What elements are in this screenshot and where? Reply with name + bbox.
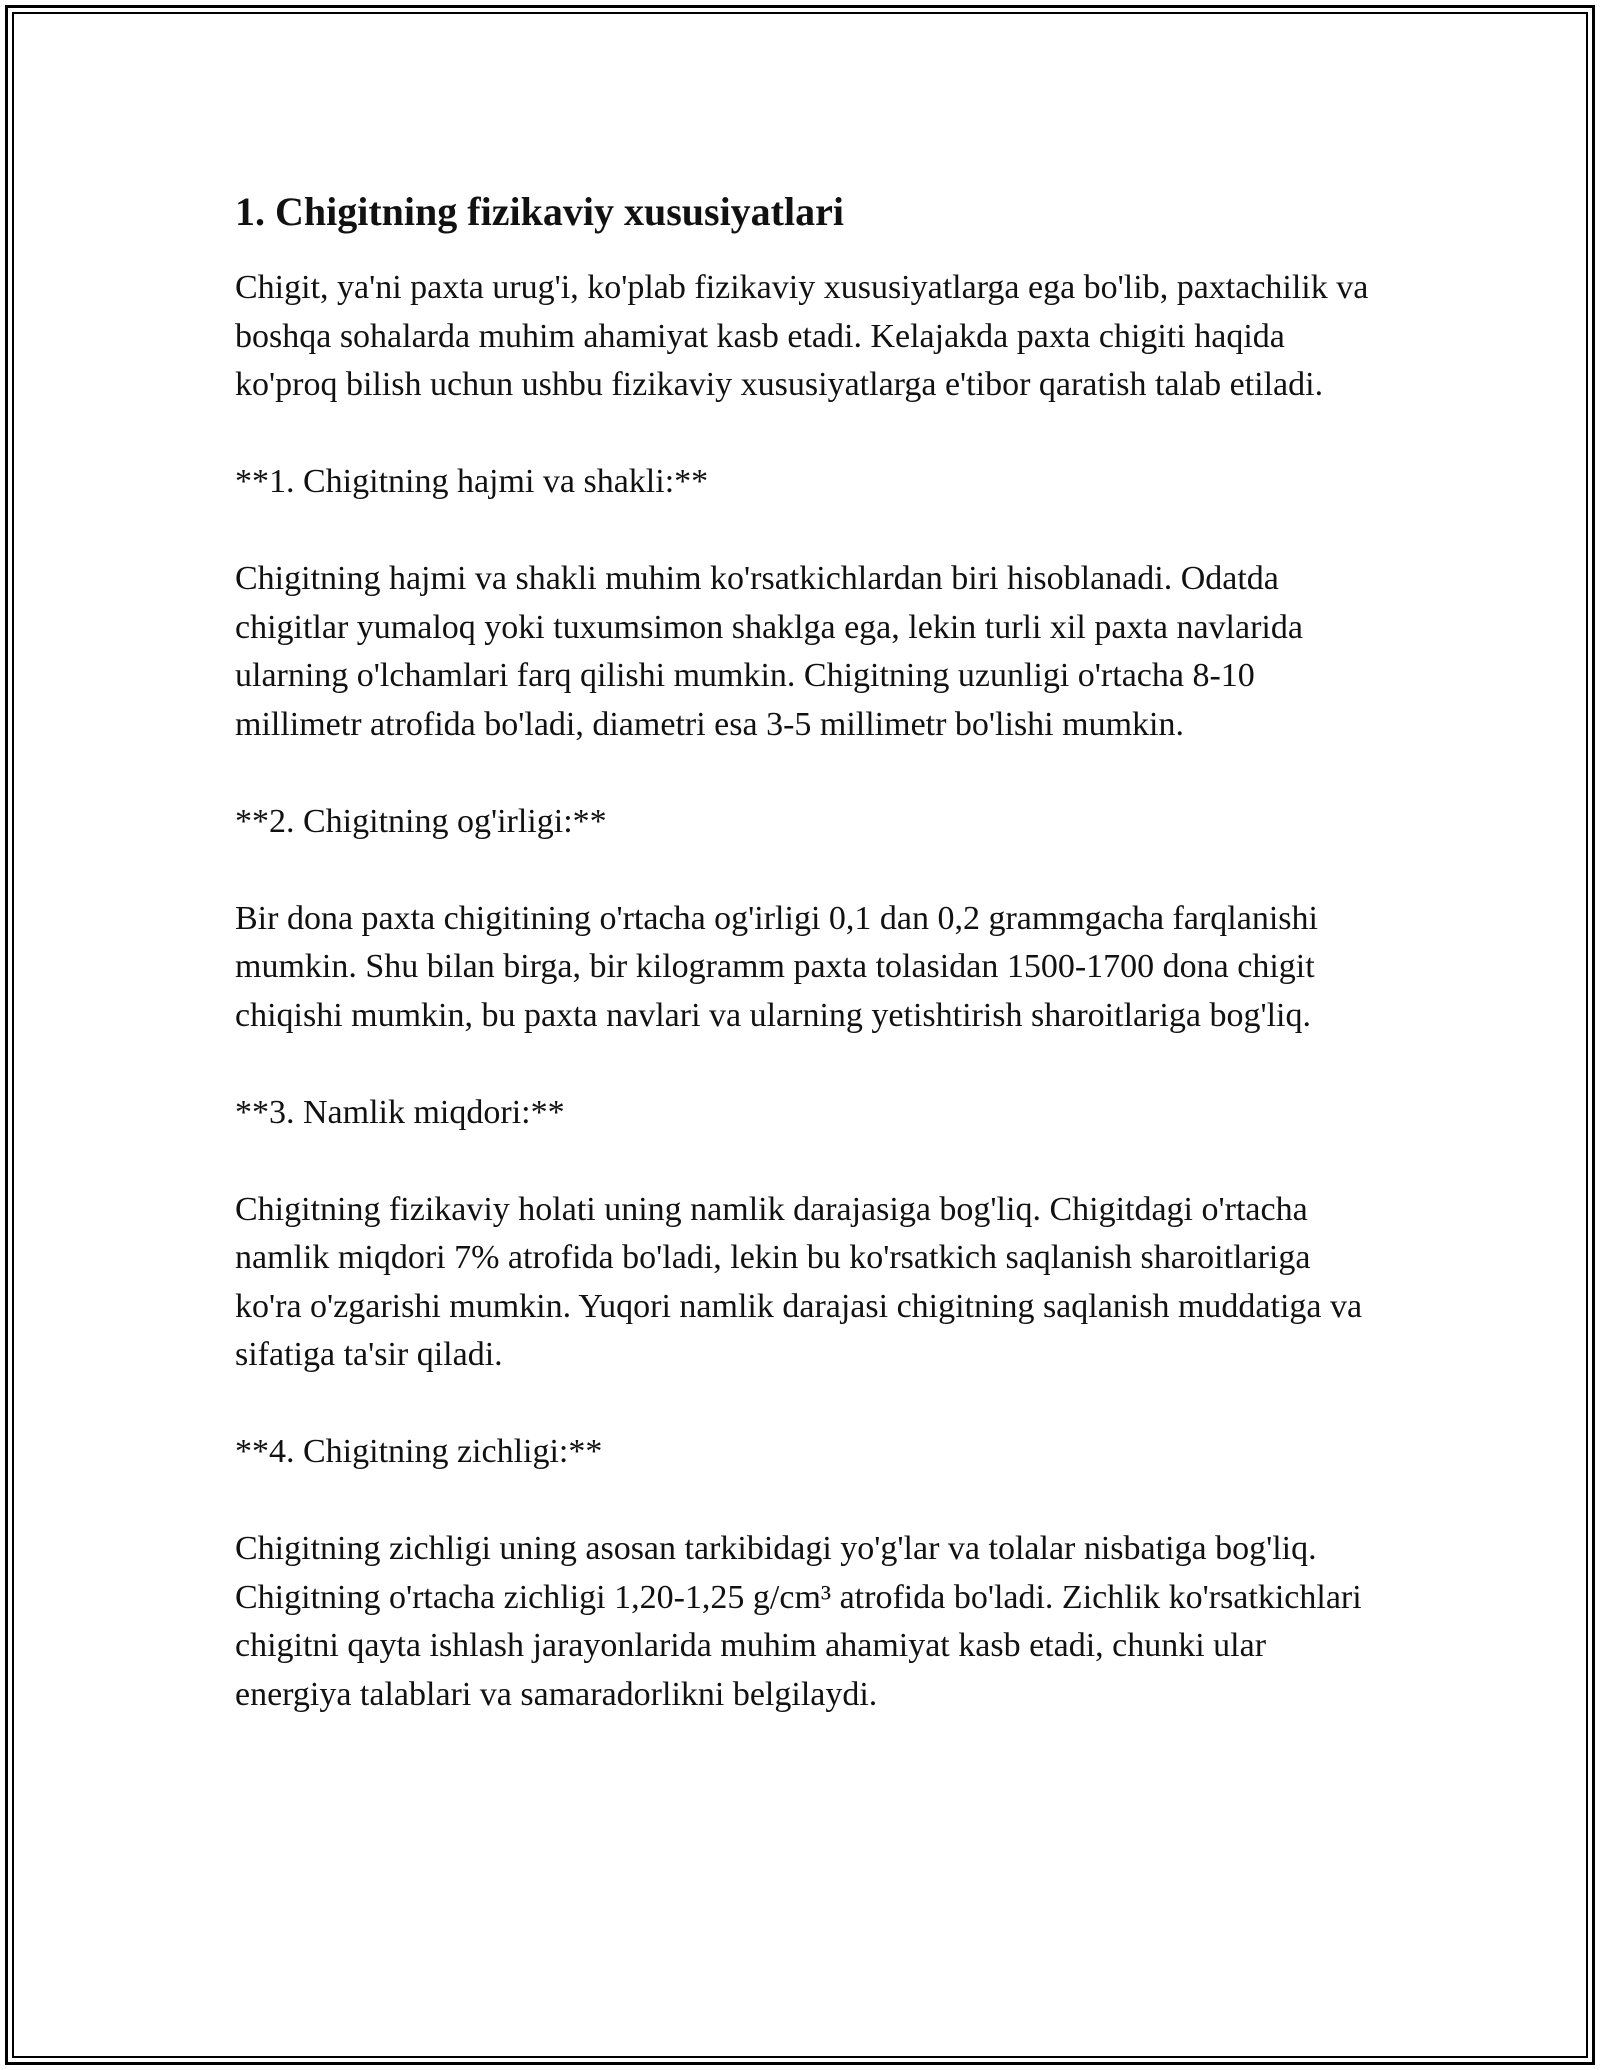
paragraph-density: Chigitning zichligi uning asosan tarkibidagi yo'g'lar va tolalar nisbatiga bog'liq. Chigitning o'rtacha zichligi 1,20-1,25 g/cm³ atrofida bo'ladi. Zichlik ko'rsatkichlari chigitni qayta ishlash jarayonlarida muhim ahamiyat kasb etadi, chunki ular energiya talablari va samaradorlikni belgilaydi. bbox=[235, 1530, 1362, 1713]
paragraph-moisture: Chigitning fizikaviy holati uning namlik darajasiga bog'liq. Chigitdagi o'rtacha namlik miqdori 7% atrofida bo'ladi, lekin bu ko'rsatkich saqlanish sharoitlariga ko'ra o'zgarishi mumkin. Yuqori namlik darajasi chigitning saqlanish muddatiga va sifatiga ta'sir qiladi. bbox=[235, 1190, 1363, 1373]
section-heading: 1. Chigitning fizikaviy xususiyatlari bbox=[235, 189, 844, 234]
subheading-weight: **2. Chigitning og'irligi:** bbox=[235, 802, 607, 840]
subheading-density: **4. Chigitning zichligi:** bbox=[235, 1433, 603, 1470]
subheading-moisture: **3. Namlik miqdori:** bbox=[235, 1093, 565, 1131]
paragraph-weight: Bir dona paxta chigitining o'rtacha og'irligi 0,1 dan 0,2 grammgacha farqlanishi mumkin. Shu bilan birga, bir kilogramm paxta tolasidan 1500-1700 dona chigit chiqishi mumkin, bu paxta navlari va ularning yetishtirish sharoitlariga bog'liq. bbox=[235, 899, 1318, 1034]
intro-paragraph: Chigit, ya'ni paxta urug'i, ko'plab fizikaviy xususiyatlarga ega bo'lib, paxtachilik va boshqa sohalarda muhim ahamiyat kasb etadi. Kelajakda paxta chigiti haqida ko'proq bilish uchun ushbu fizikaviy xususiyatlarga e'tibor qaratish talab etiladi. bbox=[235, 269, 1369, 403]
paragraph-size-shape: Chigitning hajmi va shakli muhim ko'rsatkichlardan biri hisoblanadi. Odatda chigitlar yumaloq yoki tuxumsimon shaklga ega, lekin turli xil paxta navlarida ularning o'lchamlari farq qilishi mumkin. Chigitning uzunligi o'rtacha 8-10 millimetr atrofida bo'ladi, diametri esa 3-5 millimetr bo'lishi mumkin. bbox=[235, 560, 1303, 743]
document-body bbox=[235, 188, 1375, 1768]
subheading-size-shape: **1. Chigitning hajmi va shakli:** bbox=[235, 463, 709, 500]
